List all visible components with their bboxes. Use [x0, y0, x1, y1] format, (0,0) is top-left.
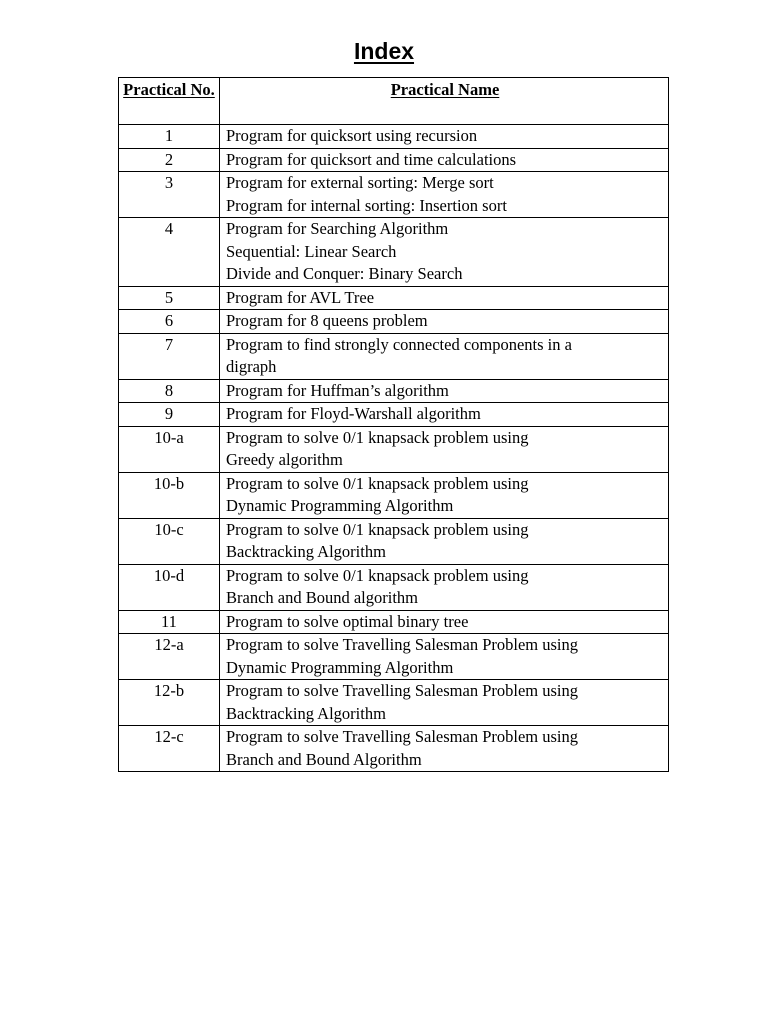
practical-number: 12-c — [119, 726, 220, 772]
practical-name-line: Program for internal sorting: Insertion sort — [226, 195, 507, 215]
practical-name — [220, 564, 669, 610]
practical-number: 4 — [119, 218, 220, 287]
practical-name-line: Program for 8 queens problem — [226, 311, 428, 330]
practical-number: 7 — [119, 333, 220, 379]
practical-number: 12-b — [119, 680, 220, 726]
table-row — [119, 634, 669, 680]
practical-name — [220, 634, 669, 680]
practical-name-line: Program to solve 0/1 knapsack problem using — [226, 565, 529, 585]
table-row — [119, 286, 669, 310]
practical-name-line: Program for quicksort using recursion — [226, 126, 478, 145]
practical-number: 10-c — [119, 518, 220, 564]
practical-number: 8 — [119, 379, 220, 403]
table-row — [119, 379, 669, 403]
table-row — [119, 518, 669, 564]
practical-name-line: Program to solve Travelling Salesman Problem using — [226, 681, 578, 700]
header-row — [119, 78, 669, 125]
practical-name-line: Program for external sorting: Merge sort — [226, 173, 494, 192]
practical-name-line: digraph — [226, 357, 277, 376]
practical-name-line: Program to find strongly connected components in a — [226, 334, 572, 354]
practical-name — [220, 403, 669, 427]
practical-number: 1 — [119, 125, 220, 149]
practical-name — [220, 286, 669, 310]
table-row — [119, 218, 669, 287]
practical-name — [220, 680, 669, 726]
table-row — [119, 472, 669, 518]
practical-number: 9 — [119, 403, 220, 427]
table-row — [119, 726, 669, 772]
table-row — [119, 172, 669, 218]
table-header — [119, 78, 669, 125]
practical-index-table — [118, 77, 669, 772]
practical-number: 11 — [119, 610, 220, 634]
practical-name-line: Dynamic Programming Algorithm — [226, 496, 454, 515]
table-row — [119, 333, 669, 379]
practical-name-line: Program to solve optimal binary tree — [226, 611, 469, 631]
practical-name-line: Backtracking Algorithm — [226, 542, 386, 561]
practical-name — [220, 333, 669, 379]
table-row — [119, 426, 669, 472]
practical-name-line: Program to solve 0/1 knapsack problem using — [226, 519, 529, 539]
practical-name-line: Program for Searching Algorithm — [226, 219, 449, 238]
practical-name-line: Branch and Bound Algorithm — [226, 749, 422, 769]
practical-name — [220, 310, 669, 334]
practical-number: 10-b — [119, 472, 220, 518]
practical-name — [220, 379, 669, 403]
practical-name-line: Program for Floyd-Warshall algorithm — [226, 404, 481, 423]
practical-number: 5 — [119, 286, 220, 310]
practical-name-line: Program for Huffman’s algorithm — [226, 380, 449, 400]
table-row — [119, 680, 669, 726]
practical-name-line: Program for AVL Tree — [226, 287, 375, 307]
practical-name — [220, 172, 669, 218]
table-row — [119, 403, 669, 427]
practical-name — [220, 726, 669, 772]
practical-number: 10-a — [119, 426, 220, 472]
practical-name-line: Dynamic Programming Algorithm — [226, 657, 454, 677]
practical-number: 2 — [119, 148, 220, 172]
header-practical-no: Practical No. — [119, 78, 220, 125]
practical-name — [220, 426, 669, 472]
practical-number: 3 — [119, 172, 220, 218]
practical-name — [220, 218, 669, 287]
table-row — [119, 564, 669, 610]
practical-name-line: Program to solve 0/1 knapsack problem using — [226, 427, 529, 447]
practical-number: 10-d — [119, 564, 220, 610]
practical-name — [220, 610, 669, 634]
practical-name-line: Program for quicksort and time calculations — [226, 149, 517, 169]
practical-name-line: Program to solve 0/1 knapsack problem using — [226, 473, 529, 493]
practical-name-line: Program to solve Travelling Salesman Problem using — [226, 635, 578, 654]
practical-name — [220, 472, 669, 518]
practical-name-line: Divide and Conquer: Binary Search — [226, 264, 463, 283]
page-title-text: Index — [353, 38, 415, 64]
table-row — [119, 310, 669, 334]
table-row — [119, 610, 669, 634]
practical-number: 6 — [119, 310, 220, 334]
practical-name — [220, 125, 669, 149]
practical-name — [220, 518, 669, 564]
table-body — [119, 125, 669, 772]
practical-name — [220, 148, 669, 172]
practical-name-line: Sequential: Linear Search — [226, 241, 397, 261]
practical-number: 12-a — [119, 634, 220, 680]
practical-name-line: Backtracking Algorithm — [226, 703, 386, 723]
header-practical-name: Practical Name — [220, 78, 669, 125]
practical-name-line: Program to solve Travelling Salesman Problem using — [226, 727, 578, 746]
table-row — [119, 148, 669, 172]
practical-name-line: Branch and Bound algorithm — [226, 588, 419, 607]
practical-name-line: Greedy algorithm — [226, 450, 343, 469]
page-title — [0, 36, 768, 66]
table-row — [119, 125, 669, 149]
